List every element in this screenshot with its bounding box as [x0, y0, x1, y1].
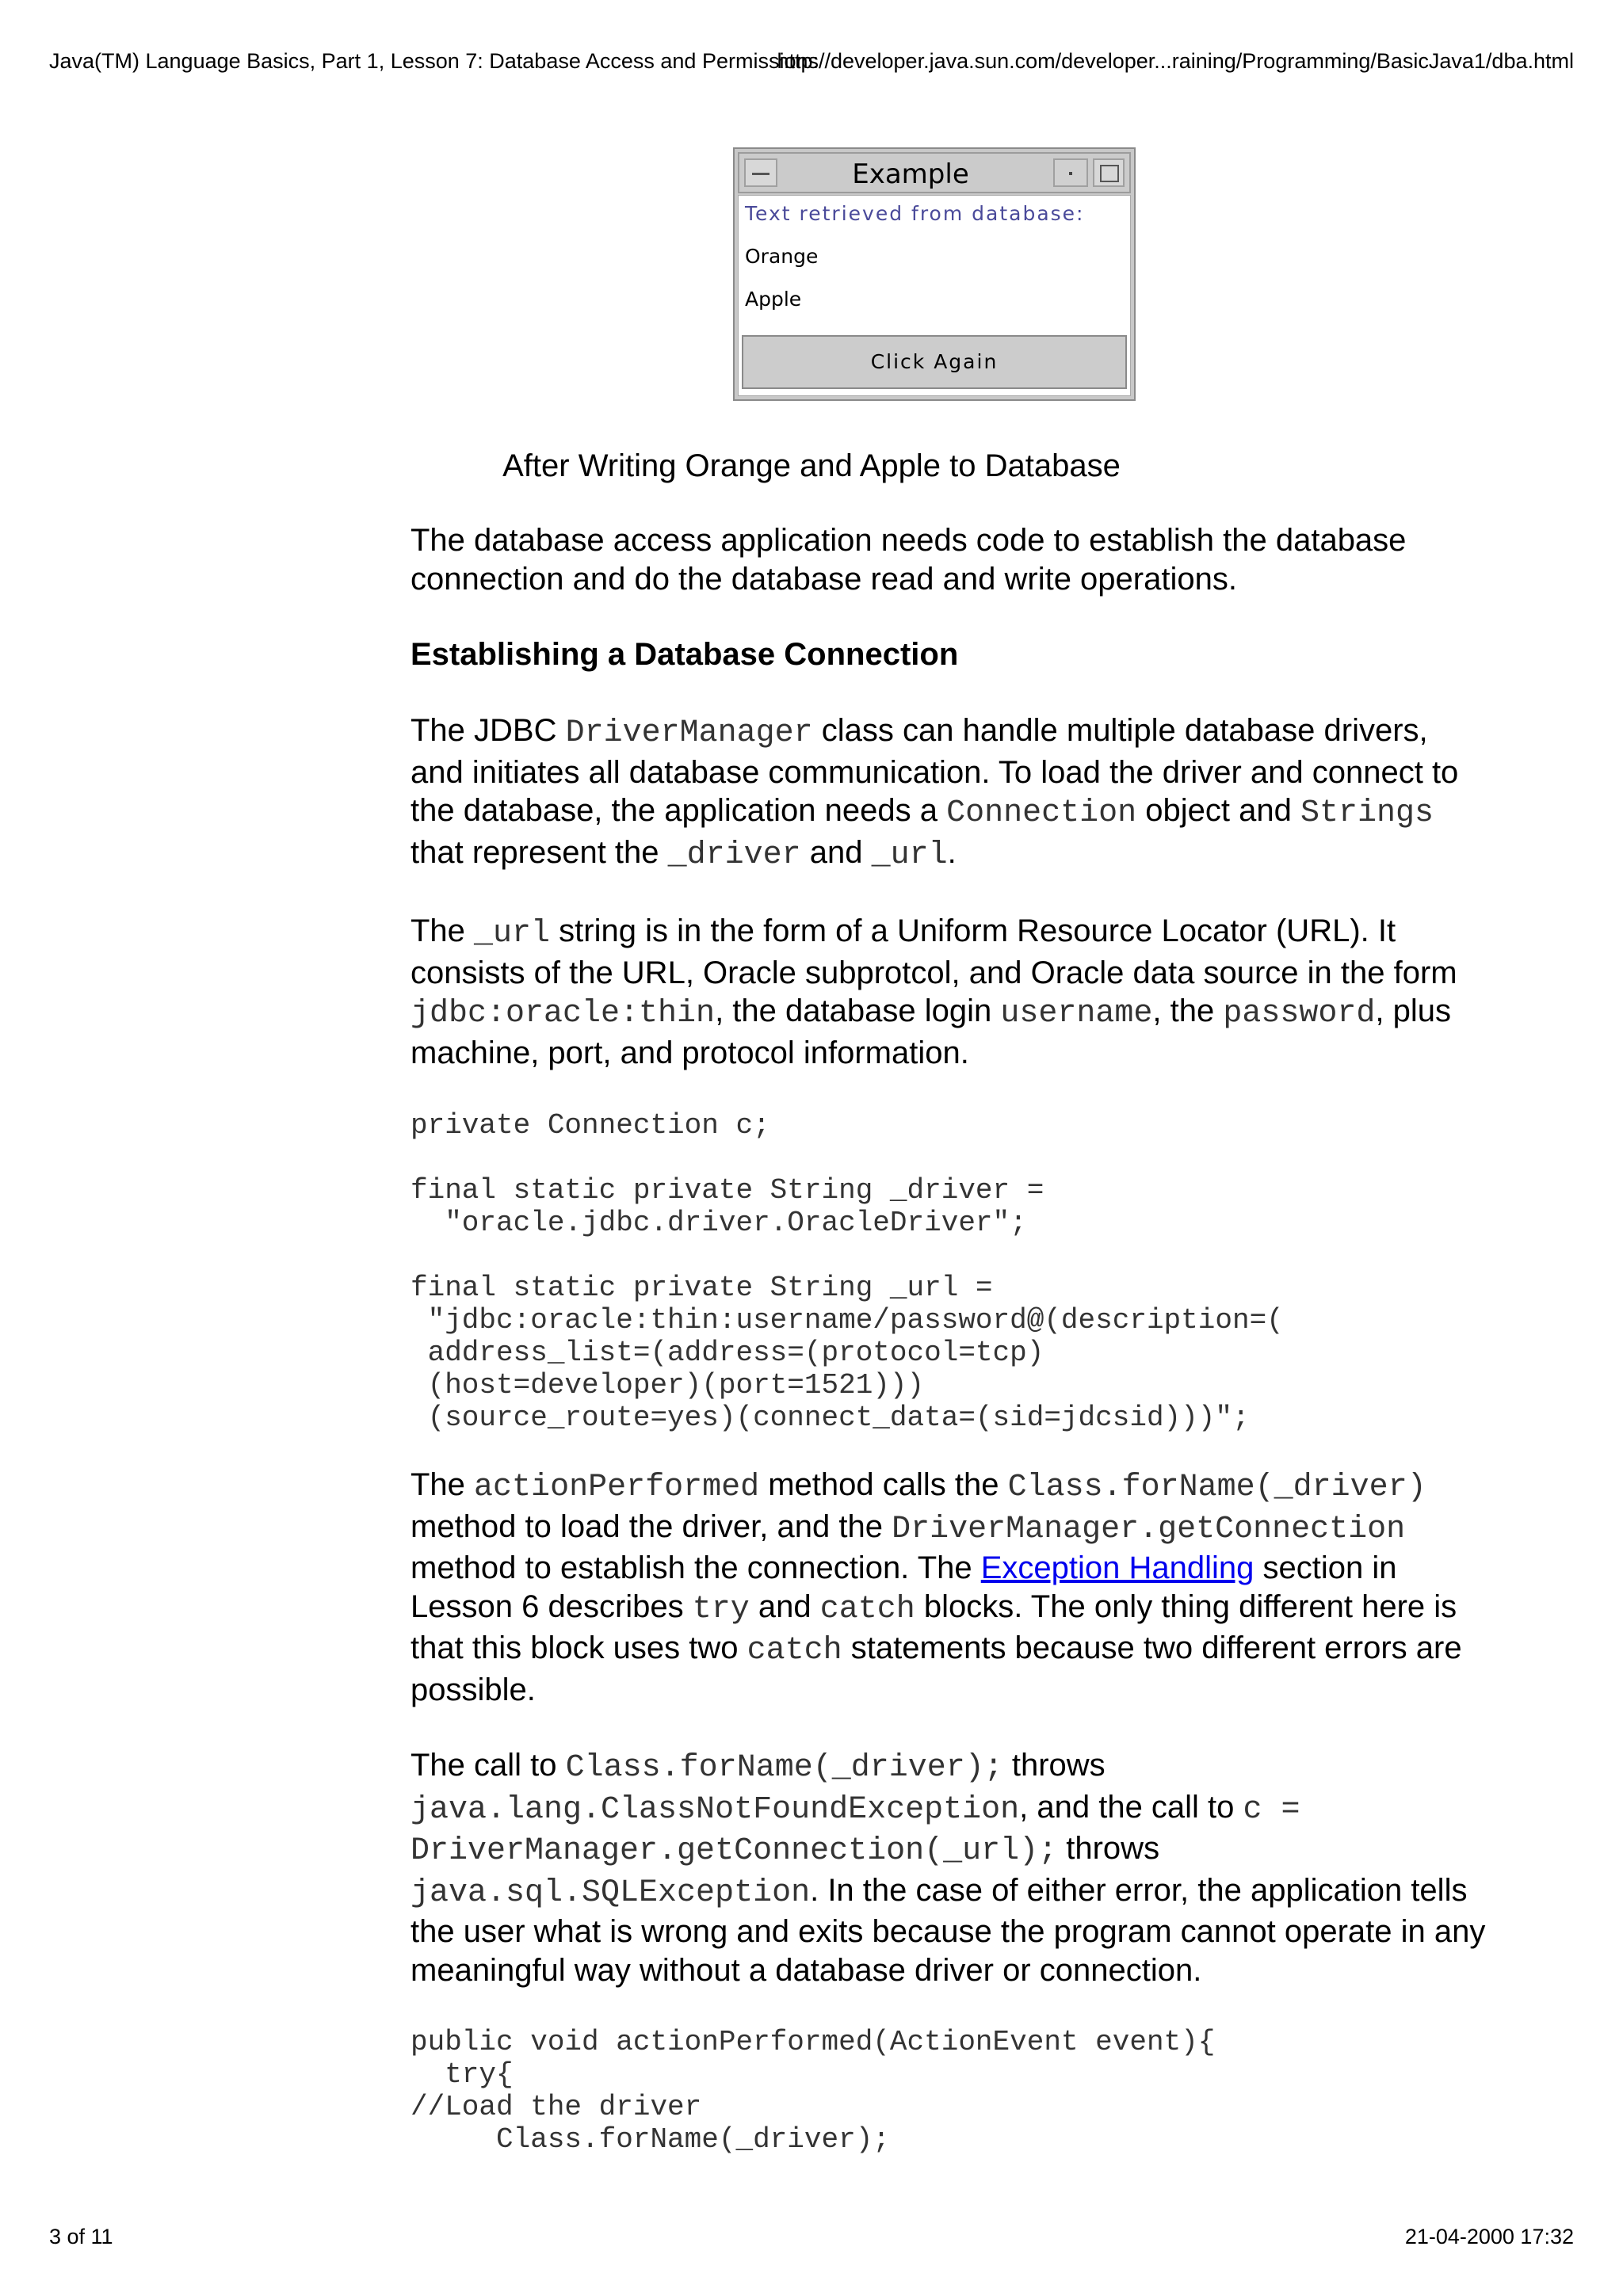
retrieved-label: Text retrieved from database:	[745, 202, 1085, 225]
code-password: password	[1223, 996, 1376, 1032]
url-paragraph: The _url string is in the form of a Uniform Resource Locator (URL). It consists of the URL, Oracle subprotcol, and Oracle data source in the form jdbc:oracle:thin, the database login username, the password, plus machine, port, and protocol information.	[411, 913, 1457, 1070]
exceptions-paragraph: The call to Class.forName(_driver); throws java.lang.ClassNotFoundException, and the call to c = DriverManager.getConnection(_url); throws java.sql.SQLException. In the case of either error, the application tells the user what is wrong and exits because the program cannot operate in any meaningful way without a database driver or connection.	[411, 1748, 1486, 1988]
window-maximize-icon[interactable]	[1093, 158, 1125, 187]
code-jdbc-oracle-thin: jdbc:oracle:thin	[411, 996, 716, 1032]
code-strings: Strings	[1300, 795, 1434, 831]
example-window	[733, 147, 1136, 401]
window-menu-icon[interactable]	[1053, 158, 1088, 187]
code-classnotfoundexception: java.lang.ClassNotFoundException	[411, 1791, 1020, 1828]
code-class-forname: Class.forName(_driver)	[1007, 1470, 1426, 1505]
figure-caption: After Writing Orange and Apple to Database	[502, 448, 1121, 483]
code-block-url: final static private String _url = "jdbc:oracle:thin:username/password@(description=( address_list=(address=(protocol=tcp) (host=developer)(port=1521))) (source_route=yes)(connect_data=(sid=jdcsid)))";	[411, 1272, 1284, 1434]
code-username: username	[1000, 996, 1153, 1032]
code-try: try	[692, 1591, 750, 1627]
jdbc-paragraph: The JDBC DriverManager class can handle multiple database drivers, and initiates all database communication. To load the driver and connect to the database, the application needs a Connection object and Strings that represent the _driver and _url.	[411, 713, 1459, 873]
code-connection: Connection	[946, 795, 1137, 831]
code-class-forname: Class.forName(_driver);	[565, 1750, 1003, 1786]
code-url: _url	[871, 837, 948, 873]
retrieved-item-apple: Apple	[745, 288, 802, 311]
code-drivermanager: DriverManager	[565, 715, 813, 751]
page-number: 3 of 11	[49, 2225, 113, 2248]
window-title: Example	[852, 158, 969, 190]
window-minimize-icon[interactable]	[744, 158, 777, 187]
code-sqlexception: java.sql.SQLException	[411, 1875, 811, 1911]
retrieved-item-orange: Orange	[745, 245, 819, 268]
click-again-button[interactable]: Click Again	[742, 335, 1127, 389]
article-body	[411, 521, 1488, 2156]
window-body	[738, 195, 1131, 396]
page-header-url: http://developer.java.sun.com/developer...raining/Programming/BasicJava1/dba.html	[777, 49, 1574, 73]
code-url: _url	[474, 916, 551, 952]
print-timestamp: 21-04-2000 17:32	[1404, 2225, 1574, 2248]
action-performed-paragraph: The actionPerformed method calls the Class.forName(_driver) method to load the driver, and the DriverManager.getConnection method to establish the connection. The Exception Handling section in Lesson 6 describes try and catch blocks. The only thing different here is that this block uses two catch statements because two different errors are possible.	[411, 1467, 1462, 1707]
window-title-bar	[738, 152, 1131, 193]
code-driver: _driver	[667, 837, 801, 873]
section-heading: Establishing a Database Connection	[411, 637, 959, 672]
exception-handling-link[interactable]: Exception Handling	[980, 1550, 1254, 1585]
code-catch: catch	[819, 1591, 915, 1627]
code-catch: catch	[747, 1633, 842, 1669]
code-getconnection-call: c = DriverManager.getConnection(_url);	[411, 1791, 1300, 1869]
code-block-connection: private Connection c;	[411, 1109, 770, 1142]
code-block-actionperformed: public void actionPerformed(ActionEvent event){ try{ //Load the driver Class.forName(_driver);	[411, 2026, 1216, 2156]
code-actionperformed: actionPerformed	[474, 1470, 760, 1505]
page-header-title: Java(TM) Language Basics, Part 1, Lesson 7: Database Access and Permissions	[49, 49, 819, 73]
intro-paragraph: The database access application needs code to establish the database connection and do the database read and write operations.	[411, 523, 1407, 597]
code-getconnection: DriverManager.getConnection	[892, 1511, 1406, 1547]
code-block-driver: final static private String _driver = "oracle.jdbc.driver.OracleDriver";	[411, 1174, 1044, 1239]
